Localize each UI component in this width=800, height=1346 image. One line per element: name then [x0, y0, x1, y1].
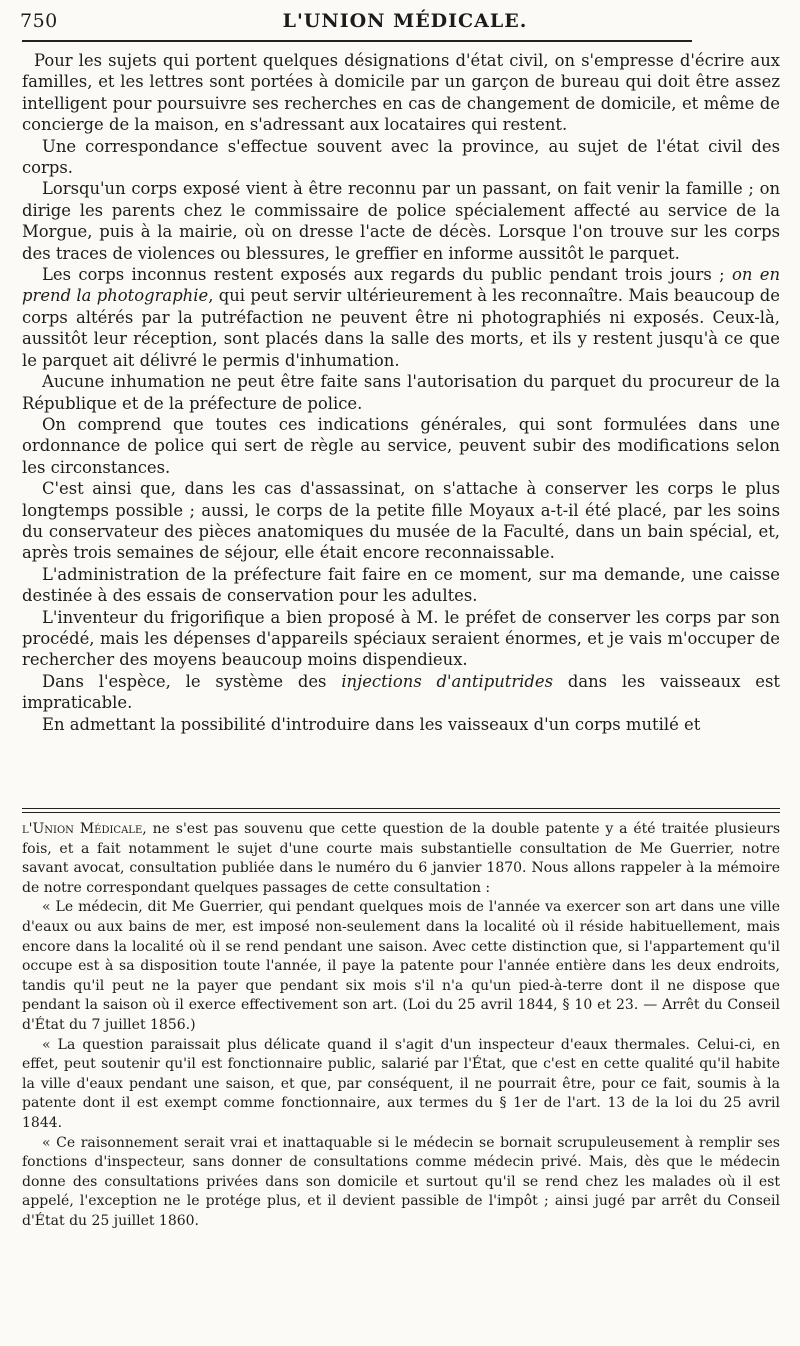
page-number: 750	[20, 10, 58, 32]
section-rule	[22, 812, 780, 813]
header-rule	[22, 40, 692, 42]
main-text	[22, 50, 780, 735]
paragraph: L'inventeur du frigorifique a bien proposé à M. le préfet de conserver les corps par son procédé, mais les dépenses d'appareils spéciaux seraient énormes, et je vais m'occuper de rechercher des moyens beaucoup moins dispendieux.	[22, 607, 780, 670]
section-rule	[22, 808, 780, 809]
paragraph: Aucune inhumation ne peut être faite sans l'autorisation du parquet du procureur de la République et de la préfecture de police.	[22, 372, 780, 413]
running-title: L'UNION MÉDICALE.	[282, 10, 528, 32]
footnote-text	[22, 820, 780, 1231]
paragraph: On comprend que toutes ces indications générales, qui sont formulées dans une ordonnance de police qui sert de règle au service, peuvent subir des modifications selon les circonstances.	[22, 414, 780, 477]
note-paragraph: « Ce raisonnement serait vrai et inattaquable si le médecin se bornait scrupuleusement à remplir ses fonctions d'inspecteur, sans donner de consultations comme médecin privé. Mais, dès que le médecin donne des consultations privées dans son domicile et surtout qu'il se rend chez les malades où il est appelé, l'exception ne le protége plus, et il devient passible de l'impôt ; ainsi jugé par arrêt du Conseil d'État du 25 juillet 1860.	[22, 1134, 780, 1229]
paragraph: Pour les sujets qui portent quelques désignations d'état civil, on s'empresse d'écrire aux familles, et les lettres sont portées à domicile par un garçon de bureau qui doit être assez intelligent pour poursuivre ses recherches en cas de changement de domicile, et même de concierge de la maison, en s'adressant aux locataires qui restent.	[22, 51, 780, 135]
paragraph: Lorsqu'un corps exposé vient à être reconnu par un passant, on fait venir la famille ; on dirige les parents chez le commissaire de police spécialement affecté au service de la Morgue, puis à la mairie, où on dresse l'acte de décès. Lorsque l'on trouve sur les corps des traces de violences ou blessures, le greffier en informe aussitôt le parquet.	[22, 179, 780, 263]
paragraph: En admettant la possibilité d'introduire dans les vaisseaux d'un corps mutilé et	[42, 714, 701, 734]
paragraph: L'administration de la préfecture fait faire en ce moment, sur ma demande, une caisse destinée à des essais de conservation pour les adultes.	[22, 564, 780, 606]
paragraph: Une correspondance s'effectue souvent avec la province, au sujet de l'état civil des corps.	[22, 136, 780, 178]
paragraph: Dans l'espèce, le système des injections d'antiputrides dans les vaisseaux est impraticable.	[22, 671, 780, 713]
page-header	[20, 6, 790, 36]
note-paragraph: « Le médecin, dit Me Guerrier, qui pendant quelques mois de l'année va exercer son art dans une ville d'eaux ou aux bains de mer, est imposé non-seulement dans la localité où il réside habituellement, mais encore dans la localité où il se rend pendant une saison. Avec cette distinction que, si l'appartement qu'il occupe est à sa disposition toute l'année, il paye la patente pour l'année entière dans les deux endroits, tandis qu'il peut ne la payer que pendant six mois s'il n'a qu'un pied-à-terre dont il ne dispose que pendant la saison où il exerce effectivement son art. (Loi du 25 avril 1844, § 10 et 23. — Arrêt du Conseil d'État du 7 juillet 1856.)	[22, 899, 780, 1033]
note-paragraph: l'Union Médicale, ne s'est pas souvenu que cette question de la double patente y a été traitée plusieurs fois, et a fait notamment le sujet d'une courte mais substantielle consultation de Me Guerrier, notre savant avocat, consultation publiée dans le numéro du 6 janvier 1870. Nous allons rappeler à la mémoire de notre correspondant quelques passages de cette consultation :	[22, 821, 781, 896]
paragraph: C'est ainsi que, dans les cas d'assassinat, on s'attache à conserver les corps le plus longtemps possible ; aussi, le corps de la petite fille Moyaux a-t-il été placé, par les soins du conservateur des pièces anatomiques du musée de la Faculté, dans un bain spécial, et, après trois semaines de séjour, elle était encore reconnaissable.	[22, 479, 780, 563]
note-paragraph: « La question paraissait plus délicate quand il s'agit d'un inspecteur d'eaux thermales. Celui-ci, en effet, peut soutenir qu'il est fonctionnaire public, salarié par l'État, que c'est en cette qualité qu'il habite la ville d'eaux pendant une saison, et que, par conséquent, il ne pourrait être, pour ce fait, soumis à la patente dont il est exempt comme fonctionnaire, aux termes du § 1er de l'art. 13 de la loi du 25 avril 1844.	[22, 1036, 780, 1131]
paragraph: Les corps inconnus restent exposés aux regards du public pendant trois jours ; on en prend la photographie, qui peut servir ultérieurement à les reconnaître. Mais beaucoup de corps altérés par la putréfaction ne peuvent être ni photographiés ni exposés. Ceux-là, aussitôt leur réception, sont placés dans la salle des morts, et ils y restent jusqu'à ce que le parquet ait délivré le permis d'inhumation.	[22, 265, 781, 370]
